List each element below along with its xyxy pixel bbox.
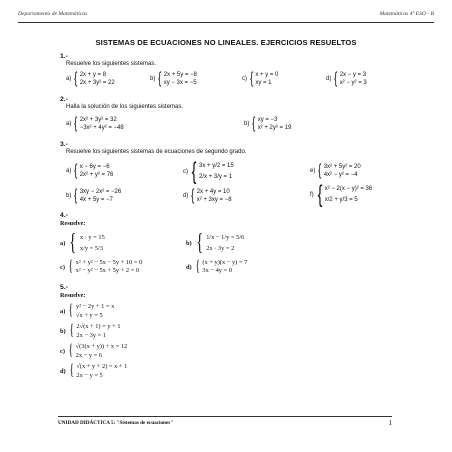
equation: x² − 2(x − y)² = 36 xyxy=(324,186,373,192)
brace-icon: { xyxy=(191,187,195,204)
system-4b xyxy=(186,231,244,255)
system-3d xyxy=(183,188,232,204)
equation: x · y = 15 xyxy=(79,234,105,241)
system-label: a) xyxy=(60,239,66,247)
document-title: SISTEMAS DE ECUACIONES NO LINEALES. EJERCICIOS RESUELTOS xyxy=(95,38,357,47)
section-number: 2.- xyxy=(60,96,68,103)
system-label: d) xyxy=(326,76,332,82)
equation: x² − y² − 5x + 5y + 2 = 0 xyxy=(75,267,140,274)
equation: x + y = 0 xyxy=(255,72,279,78)
equation: 3xy − 2x² = −26 xyxy=(79,189,122,195)
system-label: c) xyxy=(242,76,247,82)
system-5a xyxy=(60,302,114,320)
equation: 2x − y = 3 xyxy=(339,72,367,78)
section-3-heading xyxy=(60,141,246,155)
system-label: d) xyxy=(60,367,66,375)
unit-label: UNIDAD DIDÁCTICA 5: "Sistemas de ecuaciones" xyxy=(58,420,174,426)
system-4a xyxy=(60,231,105,255)
brace-icon: { xyxy=(195,258,200,275)
page-header xyxy=(18,10,434,23)
section-number: 1.- xyxy=(60,53,68,60)
equation: √x + y = 5 xyxy=(76,312,103,319)
section-1-heading xyxy=(60,53,156,67)
page-footer xyxy=(58,416,392,429)
brace-icon: { xyxy=(69,362,74,379)
system-1d xyxy=(326,71,367,87)
equation: x² + 3xy = −8 xyxy=(196,197,232,203)
equation: 4x² − y² = −4 xyxy=(323,172,358,178)
equation: 1/x − 1/y = 5/6 xyxy=(206,234,245,241)
section-instruction: Resuelve: xyxy=(60,220,86,227)
system-1b xyxy=(150,71,197,87)
equation: 2/x + 3/y = 1 xyxy=(199,174,233,180)
system-label: b) xyxy=(150,76,156,82)
equation: 2x + 3y² = 22 xyxy=(79,80,115,86)
equation: 2x² + y² = 76 xyxy=(79,172,114,178)
equation: 2x − 3y = 1 xyxy=(76,332,106,339)
system-3f xyxy=(310,183,372,207)
section-instruction: Resuelve los siguientes sistemas de ecuaciones de segundo grado. xyxy=(66,149,247,155)
system-label: c) xyxy=(60,347,65,355)
equation: y² − 2y + 1 = x xyxy=(76,303,115,310)
system-label: a) xyxy=(66,76,72,82)
system-label: a) xyxy=(66,168,72,174)
system-4c xyxy=(60,259,142,275)
system-label: e) xyxy=(310,168,316,174)
system-3c xyxy=(183,160,234,184)
brace-icon: { xyxy=(191,158,197,185)
section-instruction: Halla la solución de los siguientes sistemas. xyxy=(66,104,184,110)
system-2b xyxy=(244,116,291,132)
system-1c xyxy=(242,71,278,87)
section-instruction: Resuelve: xyxy=(60,292,86,299)
brace-icon: { xyxy=(68,258,74,275)
equation: xy = −3 xyxy=(257,117,278,123)
equation: xy − 3x = −5 xyxy=(163,80,197,86)
system-label: f) xyxy=(310,192,314,198)
page-number: 1 xyxy=(388,419,392,427)
equation: x/2 + y/3 = 5 xyxy=(324,197,358,203)
equation: 2x + 4y = 10 xyxy=(196,189,230,195)
equation: 2x + y = 8 xyxy=(79,72,107,78)
equation: x² − y² = 3 xyxy=(339,80,367,86)
equation: x/y = 5/3 xyxy=(79,245,103,252)
section-4-heading xyxy=(60,212,85,227)
equation: 2√(x + 1) = y + 1 xyxy=(76,323,121,330)
equation: 2x² + 3y² = 32 xyxy=(79,117,117,123)
system-label: b) xyxy=(186,239,192,247)
equation: xy = 1 xyxy=(255,80,272,86)
system-5d xyxy=(60,362,127,380)
equation: 2x − y = 6 xyxy=(75,352,103,359)
section-2-heading xyxy=(60,96,183,110)
brace-icon: { xyxy=(158,70,162,87)
system-4d xyxy=(186,259,247,275)
brace-icon: { xyxy=(68,342,74,359)
equation: x² + 2y² = 19 xyxy=(257,125,292,131)
brace-icon: { xyxy=(68,302,74,319)
system-label: c) xyxy=(60,263,65,271)
course-label: Matemáticas 4º ESO - B xyxy=(379,11,434,17)
section-5-heading xyxy=(60,284,85,299)
equation: x² + y² − 5x − 5y + 10 = 0 xyxy=(75,259,143,266)
brace-icon: { xyxy=(74,70,78,87)
equation: (x + y)(x − y) = 7 xyxy=(202,259,248,266)
equation: √(x + y + 2) = x + 1 xyxy=(76,363,128,370)
system-1a xyxy=(66,71,115,87)
equation: 2x − y = 5 xyxy=(76,372,103,379)
brace-icon: { xyxy=(69,230,77,256)
equation: 2x · 3y = 2 xyxy=(206,245,235,252)
brace-icon: { xyxy=(74,115,78,132)
brace-icon: { xyxy=(252,115,256,132)
equation: 2x + 5y = −8 xyxy=(163,72,197,78)
brace-icon: { xyxy=(318,162,322,179)
system-3a xyxy=(66,163,113,179)
equation: 3x − 4y = 0 xyxy=(202,267,232,274)
section-number: 5.- xyxy=(60,284,68,291)
section-number: 4.- xyxy=(60,212,68,219)
system-label: a) xyxy=(66,121,72,127)
system-3e xyxy=(310,163,361,179)
system-3b xyxy=(66,188,121,204)
equation: 4x + 5y = −7 xyxy=(79,197,113,203)
department-label: Departamento de Matemáticas xyxy=(18,11,88,17)
brace-icon: { xyxy=(334,70,338,87)
system-label: a) xyxy=(60,307,66,315)
system-label: c) xyxy=(183,169,188,175)
brace-icon: { xyxy=(317,181,323,208)
equation: 3x + y/2 = 15 xyxy=(199,163,234,169)
brace-icon: { xyxy=(69,322,74,339)
system-label: b) xyxy=(60,327,66,335)
equation: √(3(x + y)) + x = 12 xyxy=(75,343,128,350)
section-number: 3.- xyxy=(60,141,68,148)
brace-icon: { xyxy=(74,162,78,179)
system-2a xyxy=(66,116,124,132)
system-5b xyxy=(60,322,121,340)
section-instruction: Resuelve los siguientes sistemas. xyxy=(66,61,157,67)
equation: −3x² + 4y² = −48 xyxy=(79,125,124,131)
system-label: b) xyxy=(66,193,72,199)
system-label: b) xyxy=(244,121,250,127)
system-label: d) xyxy=(183,193,189,199)
equation: 3x² + 5y² = 20 xyxy=(323,164,361,170)
system-label: d) xyxy=(186,263,192,271)
equation: x − 6y = −6 xyxy=(79,164,110,170)
brace-icon: { xyxy=(74,187,78,204)
brace-icon: { xyxy=(250,70,254,87)
brace-icon: { xyxy=(195,230,203,256)
system-5c xyxy=(60,342,127,360)
